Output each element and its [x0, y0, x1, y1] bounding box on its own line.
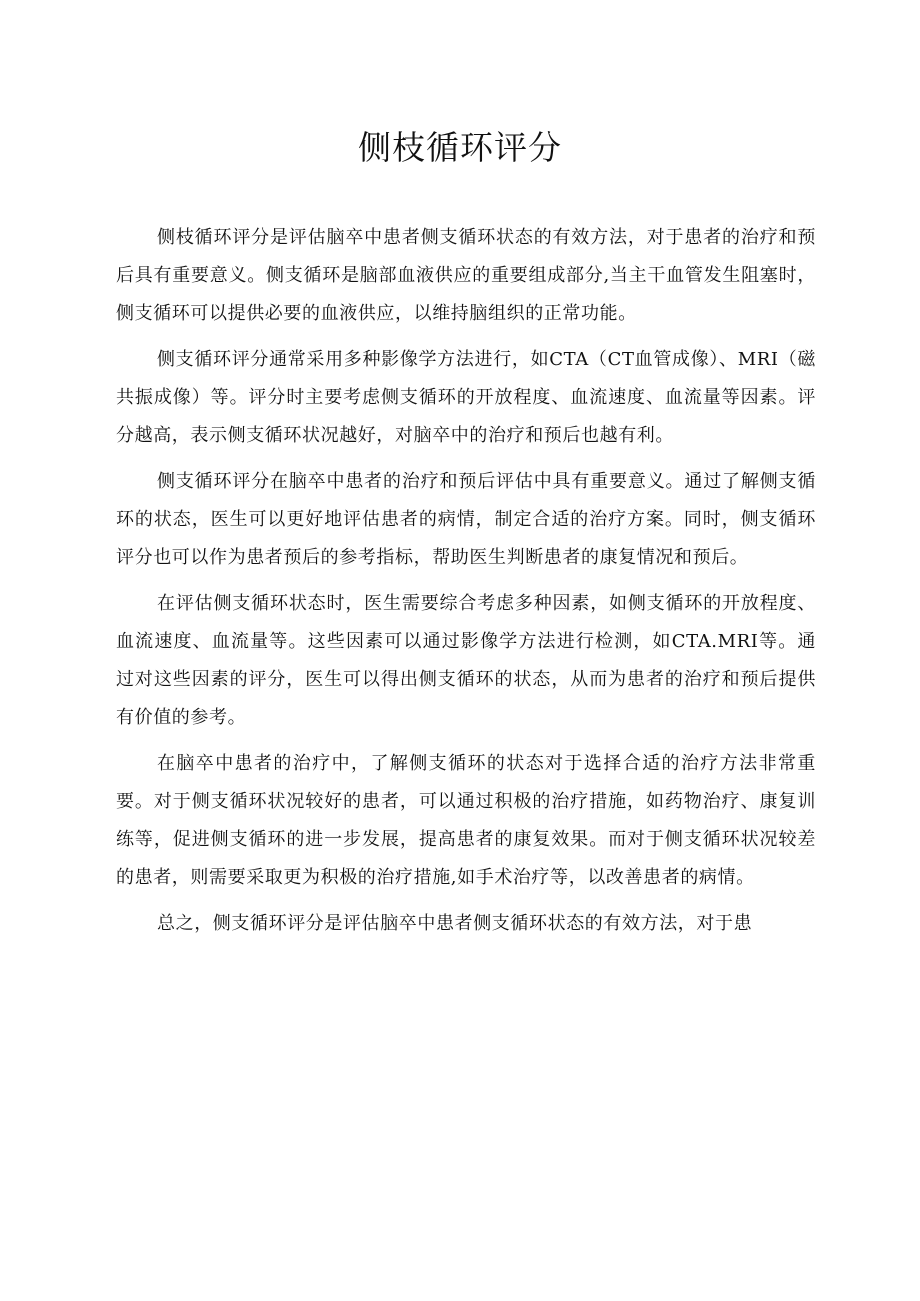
document-title: 侧枝循环评分: [358, 128, 562, 167]
paragraph-3: 侧支循环评分在脑卒中患者的治疗和预后评估中具有重要意义。通过了解侧支循环的状态，医生可以更好地评估患者的病情，制定合适的治疗方案。同时，侧支循环评分也可以作为患者预后的参考指标，帮助医生判断患者的康复情况和预后。: [116, 471, 816, 568]
paragraph-4: 在评估侧支循环状态时，医生需要综合考虑多种因素，如侧支循环的开放程度、血流速度、血流量等。这些因素可以通过影像学方法进行检测，如CTA.MRI等。通过对这些因素的评分，医生可以得出侧支循环的状态，从而为患者的治疗和预后提供有价值的参考。: [116, 593, 816, 728]
paragraph-2: 侧支循环评分通常采用多种影像学方法进行，如CTA（CT血管成像）、MRI（磁共振成像）等。评分时主要考虑侧支循环的开放程度、血流速度、血流量等因素。评分越高，表示侧支循环状况越好，对脑卒中的治疗和预后也越有利。: [116, 349, 816, 446]
paragraph-5: 在脑卒中患者的治疗中，了解侧支循环的状态对于选择合适的治疗方法非常重要。对于侧支循环状况较好的患者，可以通过积极的治疗措施，如药物治疗、康复训练等，促进侧支循环的进一步发展，提高患者的康复效果。而对于侧支循环状况较差的患者，则需要采取更为积极的治疗措施,如手术治疗等，以改善患者的病情。: [116, 753, 816, 888]
paragraph-6: 总之，侧支循环评分是评估脑卒中患者侧支循环状态的有效方法，对于患: [157, 913, 753, 934]
document-body: [116, 219, 816, 943]
paragraph-1: 侧枝循环评分是评估脑卒中患者侧支循环状态的有效方法，对于患者的治疗和预后具有重要意义。侧支循环是脑部血液供应的重要组成部分,当主干血管发生阻塞时，侧支循环可以提供必要的血液供应，以维持脑组织的正常功能。: [116, 227, 816, 324]
